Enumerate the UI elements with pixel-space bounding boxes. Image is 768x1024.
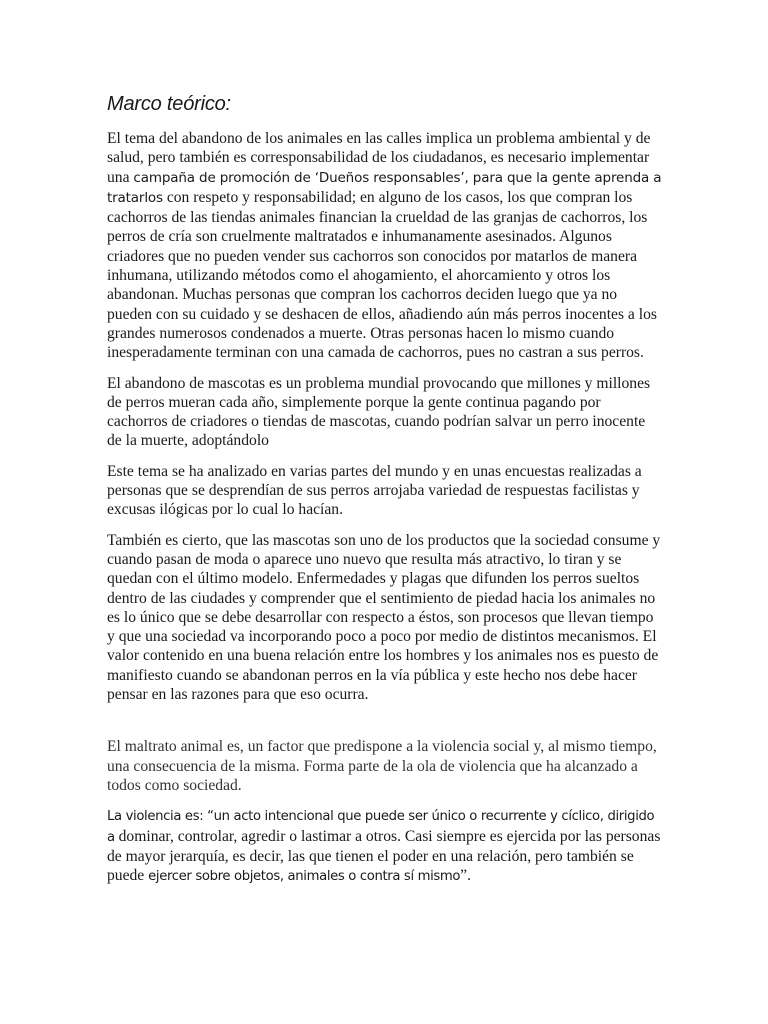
paragraph-violencia-part-c: ejercer sobre objetos, animales o contra sí mismo — [148, 869, 461, 885]
paragraph-abandono-intro-campaign: campaña de promoción de ‘Dueños responsables’, para que la gente aprenda a tratarlos — [107, 169, 662, 206]
paragraph-abandono-intro-part-c: con respeto y responsabilidad; en alguno de los casos, los que compran los cachorros de las tiendas animales financian la crueldad de las granjas de cachorros, los perros de cría son cruelmente maltratados e inhumanamente asesinados. Algunos criadores que no pueden vender sus cachorros son conocidos por matarlos de manera inhumana, utilizando métodos como el ahogamiento, el ahorcamiento y otros los abandonan. Muchas personas que compran los cachorros deciden luego que ya no pueden con su cuidado y se deshacen de ellos, añadiendo aún más perros inocentes a los grandes numerosos condenados a muerte. Otras personas hacen lo mismo cuando inesperadamente terminan con una camada de cachorros, pues no castran a sus perros. — [107, 188, 657, 362]
paragraph-abandono-intro-part-a: El tema del abandono de los animales en las calles implica un problema ambiental y de salud, pero también es corresponsabilidad de los ciudadanos, es necesario implementar una — [107, 130, 651, 186]
paragraph-definicion-violencia — [107, 806, 662, 886]
paragraph-abandono-intro — [107, 129, 662, 363]
paragraph-problema-mundial: El abandono de mascotas es un problema mundial provocando que millones y millones de perros mueran cada año, simplemente porque la gente continua pagando por cachorros de criadores o tiendas de mascotas, cuando podrían salvar un perro inocente de la muerte, adoptándolo — [107, 374, 651, 450]
paragraph-mascotas-productos: También es cierto, que las mascotas son uno de los productos que la sociedad consume y cuando pasan de moda o aparece uno nuevo que resulta más atractivo, lo tiran y se quedan con el último modelo. Enfermedades y plagas que difunden los perros sueltos dentro de las ciudades y comprender que el sentimiento de piedad hacia los animales no es lo único que se debe desarrollar con respecto a éstos, son procesos que llevan tiempo y que una sociedad va incorporando poco a poco por medio de distintos mecanismos. El valor contenido en una buena relación entre los hombres y los animales nos es puesto de manifiesto cuando se abandonan perros en la vía pública y este hecho nos debe hacer pensar en las razones para que eso ocurra. — [107, 531, 661, 704]
paragraph-violencia-part-d: ”. — [460, 867, 471, 885]
section-heading: Marco teórico: — [107, 93, 231, 115]
paragraph-maltrato-animal: El maltrato animal es, un factor que predispone a la violencia social y, al mismo tiempo, una consecuencia de la misma. Forma parte de la ola de violencia que ha alcanzado a todos como sociedad. — [107, 738, 657, 794]
paragraph-violencia-part-a: La violencia es: “un acto intencional que puede ser único o recurrente y cíclico, dirigido a — [107, 809, 655, 845]
paragraph-encuestas: Este tema se ha analizado en varias partes del mundo y en unas encuestas realizadas a personas que se desprendían de sus perros arrojaba variedad de respuestas facilistas y excusas ilógicas por lo cual lo hacían. — [107, 462, 642, 519]
paragraph-violencia-part-b: dominar, controlar, agredir o lastimar a otros. Casi siempre es ejercida por las personas de mayor jerarquía, es decir, las que tienen el poder en una relación, pero también se puede — [107, 827, 661, 885]
